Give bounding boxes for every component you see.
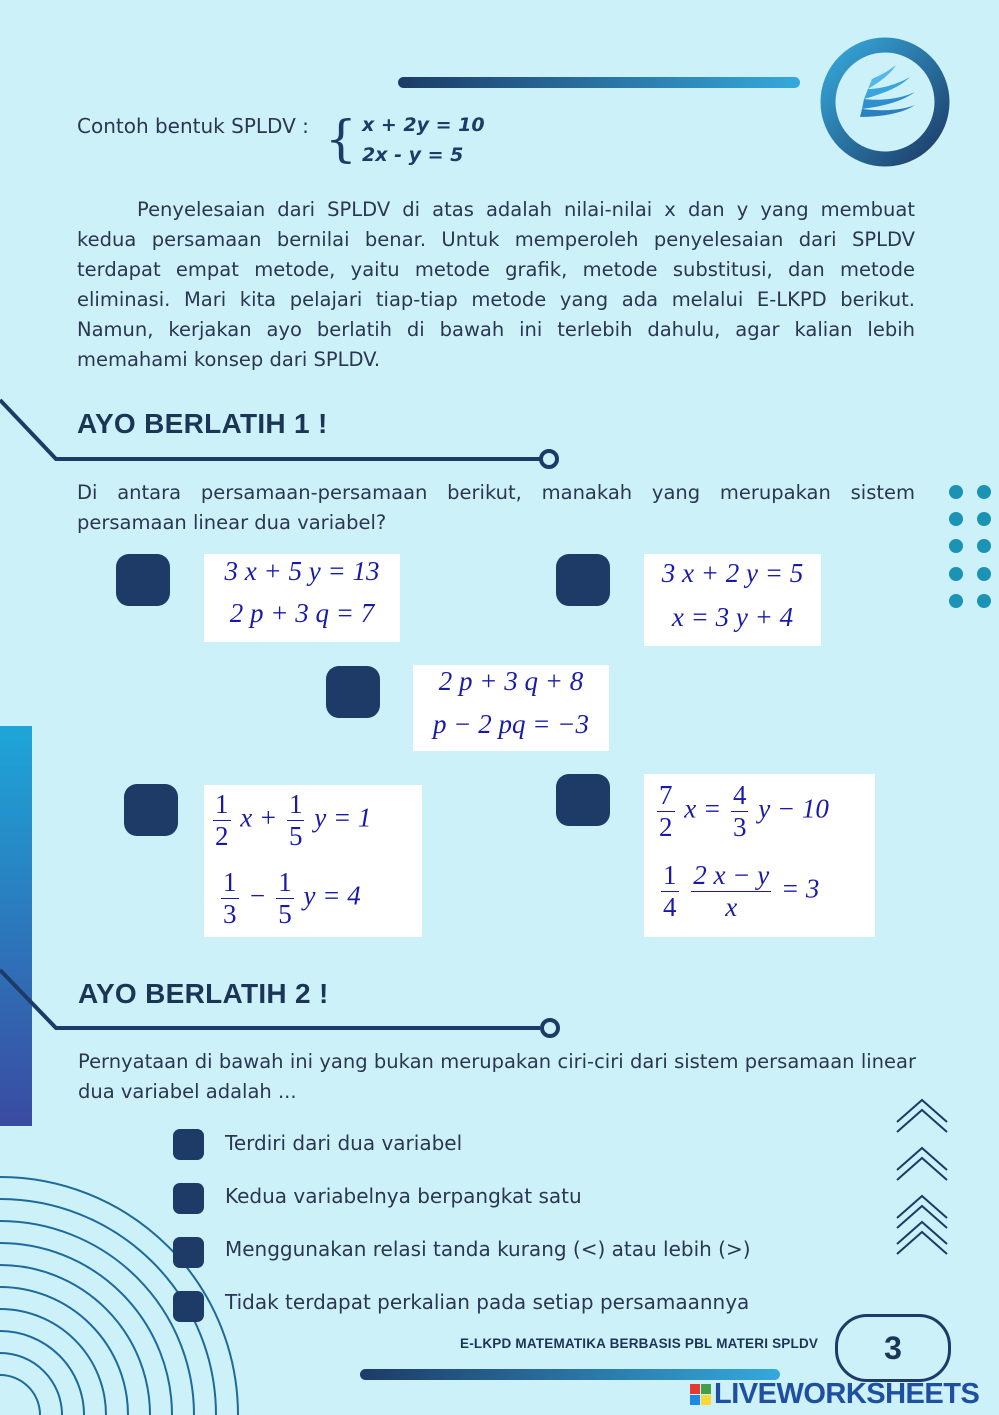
example-label: Contoh bentuk SPLDV : bbox=[77, 114, 309, 138]
option-d-fraction-2: $\frac{1}{5}$ bbox=[288, 789, 303, 851]
section-1-question: Di antara persamaan-persamaan berikut, manakah yang merupakan sistem persamaan linear dua variabel? bbox=[77, 481, 915, 534]
option-e-line-2: $\frac{1}{4}$ $\frac{2 x - y}{x}$ = 3 bbox=[663, 860, 820, 922]
option-e-fraction-1: $\frac{7}{2}$ bbox=[659, 780, 673, 842]
system-equation-2: 2x - y = 5 bbox=[362, 144, 464, 166]
statement-3-label: Menggunakan relasi tanda kurang (<) atau lebih (>) bbox=[225, 1237, 751, 1261]
intro-paragraph: Penyelesaian dari SPLDV di atas adalah nilai-nilai x dan y yang membuat kedua persamaan bernilai benar. Untuk memperoleh penyelesaian dari SPLDV terdapat empat metode, yaitu metode grafik, metode substitusi, dan metode eliminasi. Mari kita pelajari tiap-tiap metode yang ada melalui E-LKPD berikut. Namun, kerjakan ayo berlatih di bawah ini terlebih dahulu, agar kalian lebih memahami konsep dari SPLDV. bbox=[77, 198, 915, 371]
option-b-equation bbox=[644, 554, 821, 646]
option-e-checkbox[interactable] bbox=[556, 774, 610, 826]
liveworksheets-watermark bbox=[690, 1378, 979, 1410]
option-a-equation bbox=[204, 554, 400, 642]
option-d-fraction-3: $\frac{1}{3}$ bbox=[223, 867, 237, 929]
statement-2-checkbox[interactable] bbox=[173, 1183, 204, 1214]
option-b-line-1: 3 x + 2 y = 5 bbox=[661, 558, 804, 588]
logo-icon bbox=[820, 37, 950, 167]
option-a-line-1: 3 x + 5 y = 13 bbox=[224, 556, 380, 586]
option-d-fraction-4: $\frac{1}{5}$ bbox=[278, 867, 292, 929]
option-d-line-1: $\frac{1}{2}$ x + $\frac{1}{5}$ y = 1 bbox=[215, 789, 372, 851]
statement-4-label: Tidak terdapat perkalian pada setiap persamaannya bbox=[225, 1290, 750, 1314]
section-2-question: Pernyataan di bawah ini yang bukan merupakan ciri-ciri dari sistem persamaan linear dua variabel adalah ... bbox=[78, 1050, 916, 1103]
footer-caption: E-LKPD MATEMATIKA BERBASIS PBL MATERI SPLDV bbox=[460, 1336, 819, 1351]
option-d-fraction-1: $\frac{1}{2}$ bbox=[215, 789, 229, 851]
option-e-fraction-4: $\frac{2 x - y}{x}$ bbox=[693, 860, 770, 922]
option-b-checkbox[interactable] bbox=[556, 554, 610, 606]
option-e-line-1: $\frac{7}{2}$ x = $\frac{4}{3}$ y − 10 bbox=[659, 780, 829, 842]
option-e-fraction-2: $\frac{4}{3}$ bbox=[732, 780, 747, 842]
option-c-line-1: 2 p + 3 q + 8 bbox=[438, 666, 584, 696]
option-e-equation bbox=[644, 774, 875, 937]
option-e-fraction-3: $\frac{1}{4}$ bbox=[663, 860, 677, 922]
option-a-line-2: 2 p + 3 q = 7 bbox=[229, 598, 375, 628]
page-number: 3 bbox=[884, 1329, 902, 1366]
statement-4-checkbox[interactable] bbox=[173, 1291, 204, 1322]
watermark-text: LIVEWORKSHEETS bbox=[714, 1377, 980, 1410]
option-a-checkbox[interactable] bbox=[116, 554, 170, 606]
statement-1-label: Terdiri dari dua variabel bbox=[225, 1131, 463, 1155]
section-1-title: AYO BERLATIH 1 ! bbox=[77, 408, 328, 439]
brace-icon: { bbox=[325, 110, 357, 168]
page-number-badge bbox=[835, 1314, 951, 1382]
option-d-line-2: $\frac{1}{3}$ − $\frac{1}{5}$ y = 4 bbox=[223, 867, 361, 929]
option-c-line-2: p − 2 pq = −3 bbox=[433, 709, 589, 739]
option-d-equation bbox=[204, 785, 422, 937]
statement-1-checkbox[interactable] bbox=[173, 1129, 204, 1160]
option-c-checkbox[interactable] bbox=[326, 666, 380, 718]
statement-2-label: Kedua variabelnya berpangkat satu bbox=[225, 1184, 582, 1208]
statement-3-checkbox[interactable] bbox=[173, 1237, 204, 1268]
option-c-equation bbox=[413, 665, 609, 751]
section-2-title: AYO BERLATIH 2 ! bbox=[78, 978, 329, 1009]
option-d-checkbox[interactable] bbox=[124, 784, 178, 836]
liveworksheets-logo-icon bbox=[690, 1384, 711, 1405]
system-equation-1: x + 2y = 10 bbox=[362, 114, 485, 136]
option-b-line-2: x = 3 y + 4 bbox=[671, 602, 794, 632]
